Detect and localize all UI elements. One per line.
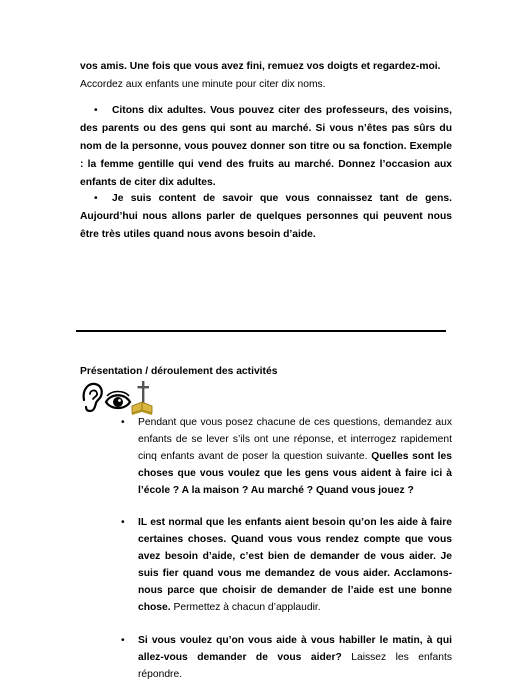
content-text: Je suis content de savoir que vous connaissez tant de gens. Aujourd’hui nous allons parler de quelques personnes qui peuvent nous être très utiles quand nous avons besoin d’aide. [80, 193, 452, 240]
question-text: Quelles sont les choses que vous voulez que les gens vous aident à faire ici à l’école ? A la maison ? Au marché ? Quand vous jouez ? [138, 451, 452, 496]
section-divider [76, 330, 446, 332]
list-item [107, 514, 452, 616]
bullet-glyph: • [121, 517, 125, 528]
bullet-glyph: • [121, 635, 125, 646]
paragraph-adults [80, 102, 452, 192]
activity-icons [80, 380, 164, 416]
bible-cross-icon [132, 381, 152, 415]
intro-instruction-text: Accordez aux enfants une minute pour citer dix noms. [80, 79, 326, 90]
instruction-text: Permettez à chacun d’applaudir. [173, 602, 321, 613]
question-text: Si vous voulez qu’on vous aide à vous habiller le matin, à qui allez-vous demander de vous aider? [138, 635, 452, 663]
instruction-text: Laissez les enfants répondre. [138, 652, 452, 680]
list-item-text [138, 414, 452, 499]
paragraph-intro [80, 58, 452, 94]
list-item-text [138, 514, 452, 616]
ear-icon [84, 384, 102, 411]
eye-icon [106, 392, 130, 409]
bullet-glyph: • [94, 193, 98, 204]
list-item [107, 414, 452, 499]
intro-bold-text: vos amis. Une fois que vous avez fini, remuez vos doigts et regardez-moi. [80, 61, 441, 72]
section-title: Présentation / déroulement des activités [80, 366, 278, 377]
list-item [107, 632, 452, 683]
list-item-text [138, 632, 452, 683]
adults-text: Citons dix adultes. Vous pouvez citer des professeurs, des voisins, des parents ou des gens qui sont au marché. Si vous n’êtes pas sûrs du nom de la personne, vous pouvez donner son titre ou sa fonction. Exemple : la femme gentille qui vend des fruits au marché. Donnez l’occasion aux enfants de citer dix adultes. [80, 105, 452, 188]
statement-text: IL est normal que les enfants aient besoin qu’on les aide à faire certaines choses. Quand vous vous rendez compte que vous avez besoin d’aide, c’est bien de demander de vous aider. Je suis fier quand vous me demandez de vous aider. Acclamons-nous parce que choisir de demander de l’aide est une bonne chose. [138, 517, 452, 613]
bullet-glyph: • [121, 417, 125, 428]
instruction-text: Pendant que vous posez chacune de ces questions, demandez aux enfants de se lever s’ils ont une réponse, et interrogez rapidement cinq enfants avant de poser la question suivante. [138, 417, 452, 462]
paragraph-content [80, 190, 452, 244]
bullet-glyph: • [94, 105, 98, 116]
